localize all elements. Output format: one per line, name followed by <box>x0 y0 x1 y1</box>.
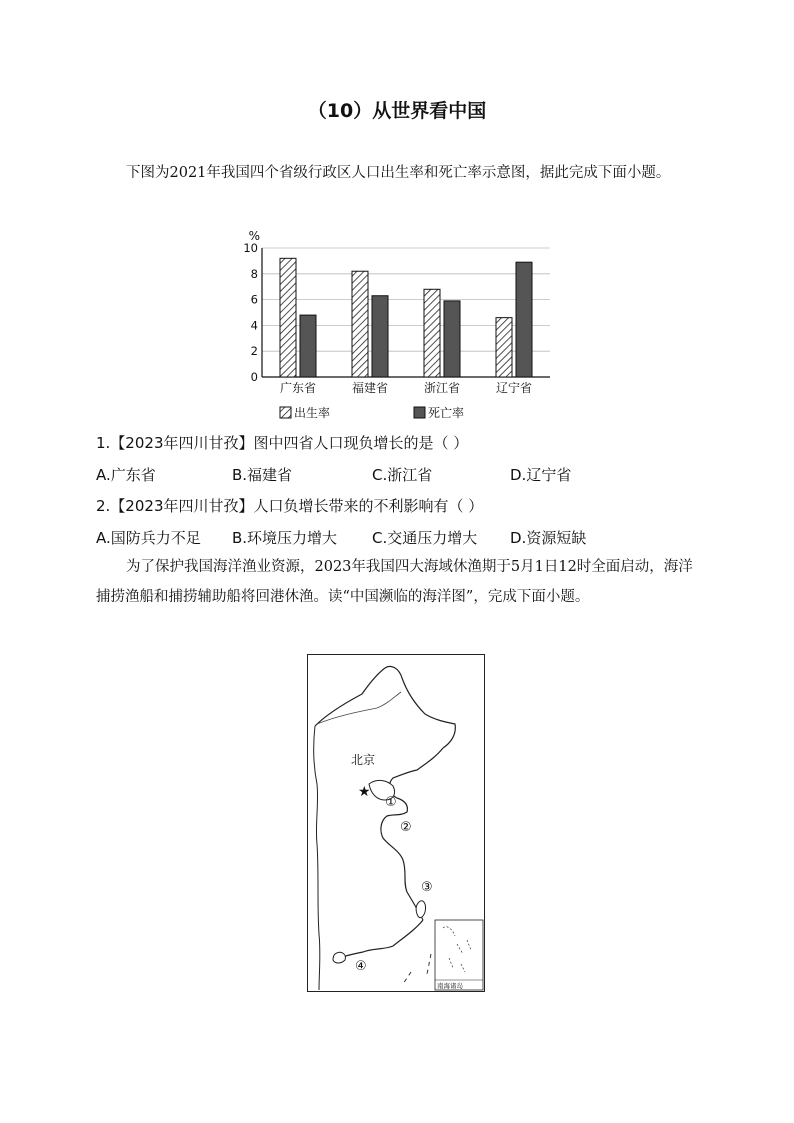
death-rate-bar-0 <box>300 315 316 377</box>
birth-rate-bar-0 <box>280 258 296 377</box>
inset-label: 南海诸岛 <box>437 982 463 990</box>
taiwan-island <box>416 901 425 918</box>
y-tick-label: 4 <box>250 318 258 333</box>
page-title: （10）从世界看中国 <box>307 100 487 122</box>
question-2-stem: 2.【2023年四川甘孜】人口负增长带来的不利影响有（ ） <box>96 497 484 515</box>
legend-label-1: 死亡率 <box>428 406 465 420</box>
y-tick-label: 6 <box>250 292 258 307</box>
hainan-island <box>333 952 345 963</box>
beijing-label: 北京 <box>351 753 376 767</box>
q1-option-a[interactable]: A.广东省 <box>96 466 156 484</box>
y-tick-label: 8 <box>250 266 258 281</box>
sea-marker-2: ② <box>400 820 412 835</box>
death-rate-bar-1 <box>372 296 388 377</box>
q1-option-c[interactable]: C.浙江省 <box>372 466 433 484</box>
intro-paragraph-1: 下图为2021年我国四个省级行政区人口出生率和死亡率示意图，据此完成下面小题。 <box>126 165 671 181</box>
q2-option-d[interactable]: D.资源短缺 <box>510 529 587 547</box>
y-axis-label: % <box>248 229 260 243</box>
y-tick-label: 10 <box>243 241 258 255</box>
intro-paragraph-2: 为了保护我国海洋渔业资源，2023年我国四大海域休渔期于5月1日12时全面启动，海洋捕捞渔船和捕捞辅助船将回港休渔。读“中国濒临的海洋图”，完成下面小题。 <box>96 559 693 605</box>
birth-rate-bar-2 <box>424 289 440 377</box>
sea-marker-1: ① <box>385 795 397 810</box>
q2-option-a[interactable]: A.国防兵力不足 <box>96 529 201 547</box>
sea-marker-3: ③ <box>421 880 433 895</box>
q2-option-b[interactable]: B.环境压力增大 <box>232 529 338 547</box>
legend-swatch-1 <box>414 407 425 418</box>
beijing-star-icon: ★ <box>358 784 371 800</box>
birth-rate-bar-1 <box>352 271 368 377</box>
category-label: 福建省 <box>351 381 389 395</box>
sea-marker-4: ④ <box>355 959 367 974</box>
y-tick-label: 0 <box>250 370 258 384</box>
china-sea-map <box>307 654 485 992</box>
legend-swatch-0 <box>280 407 291 418</box>
death-rate-bar-2 <box>444 301 460 377</box>
q1-option-d[interactable]: D.辽宁省 <box>510 466 572 484</box>
category-label: 辽宁省 <box>495 381 533 395</box>
question-1-stem: 1.【2023年四川甘孜】图中四省人口现负增长的是（ ） <box>96 434 469 452</box>
q2-option-c[interactable]: C.交通压力增大 <box>372 529 478 547</box>
category-label: 浙江省 <box>423 381 461 395</box>
population-chart <box>232 226 592 426</box>
category-label: 广东省 <box>279 381 317 395</box>
south-china-sea-inset <box>435 920 483 990</box>
death-rate-bar-3 <box>516 262 532 377</box>
birth-rate-bar-3 <box>496 318 512 377</box>
q1-option-b[interactable]: B.福建省 <box>232 466 293 484</box>
legend-label-0: 出生率 <box>294 406 331 420</box>
y-tick-label: 2 <box>250 344 258 359</box>
